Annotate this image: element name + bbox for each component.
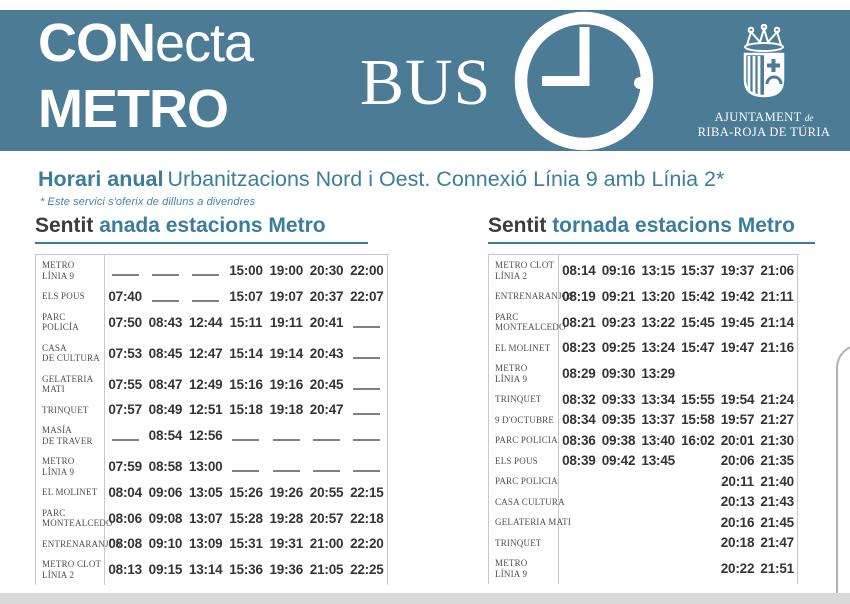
- header-band: [0, 10, 850, 151]
- time-cell: 21:30: [760, 432, 794, 448]
- table-row: [35, 255, 389, 286]
- no-service-line: [353, 413, 380, 415]
- time-cell: 13:40: [641, 432, 675, 448]
- time-cell: 13:24: [641, 340, 675, 356]
- time-cell: 13:00: [188, 459, 223, 474]
- no-service-line: [353, 326, 380, 328]
- station-name: ENTRENARANJOS: [36, 534, 105, 555]
- time-cell: 08:13: [108, 562, 142, 577]
- time-cell: 21:16: [760, 340, 794, 356]
- times-row: [105, 369, 388, 400]
- time-cell: 15:26: [229, 484, 263, 500]
- time-cell: 12:47: [188, 345, 223, 361]
- time-cell: 20:30: [309, 263, 344, 278]
- empty-time-cell: [186, 265, 226, 276]
- empty-time-cell: [347, 404, 387, 415]
- time-cell: 19:00: [269, 263, 304, 278]
- empty-time-cell: [306, 461, 346, 472]
- times-row: [559, 286, 798, 307]
- station-name: METRO CLOT LÍNIA 2: [489, 255, 559, 286]
- time-cell: 09:21: [601, 288, 636, 304]
- empty-time-cell: [266, 461, 306, 472]
- heading-prefix: Sentit: [488, 214, 547, 237]
- time-cell: 15:31: [229, 536, 263, 552]
- table-row: [488, 338, 799, 359]
- time-cell: 19:31: [269, 536, 304, 552]
- bottom-band: [0, 593, 850, 604]
- footnote: * Este servici s'oferix de dilluns a divendres: [40, 196, 256, 208]
- no-service-line: [273, 439, 300, 441]
- time-cell: 09:10: [148, 536, 183, 552]
- time-cell: 09:42: [601, 453, 636, 469]
- times-row: [559, 358, 798, 389]
- station-name: TRINQUET: [489, 389, 559, 410]
- times-row: [559, 255, 798, 286]
- times-row: [105, 554, 388, 585]
- time-cell: 20:55: [309, 484, 344, 500]
- table-row: [488, 512, 799, 533]
- page-title: [38, 166, 724, 192]
- time-cell: 20:11: [721, 473, 754, 489]
- table-row: [35, 420, 389, 451]
- station-name: METRO LÍNIA 9: [489, 553, 559, 584]
- time-cell: 08:04: [108, 484, 142, 500]
- time-cell: 08:49: [148, 402, 183, 418]
- no-service-line: [273, 470, 300, 472]
- time-cell: 15:28: [229, 510, 263, 526]
- no-service-line: [353, 388, 380, 390]
- table-row: [488, 553, 799, 584]
- time-cell: 20:18: [720, 535, 755, 551]
- time-cell: 13:29: [641, 366, 675, 381]
- table-row: [35, 451, 389, 482]
- time-cell: 15:16: [229, 376, 263, 392]
- times-row: [559, 307, 798, 338]
- time-cell: 13:05: [188, 484, 223, 500]
- time-cell: 13:15: [641, 263, 675, 278]
- brand-con: CON: [38, 13, 155, 73]
- station-name: ELS POUS: [36, 286, 105, 307]
- time-cell: 08:32: [562, 391, 596, 407]
- table-row: [35, 482, 389, 503]
- times-row: [559, 512, 798, 533]
- station-name: METRO LÍNIA 9: [36, 451, 105, 482]
- time-cell: 21:35: [760, 453, 794, 469]
- time-cell: 15:18: [229, 402, 263, 418]
- time-cell: 08:19: [562, 288, 596, 304]
- time-cell: 22:07: [350, 288, 384, 304]
- station-name: CASA DE CULTURA: [36, 338, 105, 369]
- time-cell: 15:42: [681, 288, 715, 304]
- time-cell: 20:22: [720, 561, 755, 576]
- time-cell: 19:14: [269, 345, 304, 361]
- time-cell: 21:43: [760, 494, 794, 510]
- table-row: [488, 307, 799, 338]
- times-row: [105, 534, 388, 555]
- times-row: [105, 451, 388, 482]
- clock-icon: [508, 10, 658, 151]
- time-cell: 12:49: [188, 376, 223, 392]
- time-cell: 07:53: [108, 345, 142, 361]
- time-cell: 15:45: [681, 314, 715, 330]
- time-cell: 20:13: [720, 494, 755, 510]
- empty-time-cell: [145, 291, 185, 302]
- time-cell: 15:14: [229, 345, 263, 361]
- no-service-line: [353, 357, 380, 359]
- time-cell: 15:55: [681, 391, 715, 407]
- time-cell: 08:43: [148, 314, 183, 330]
- times-row: [559, 451, 798, 472]
- brand-ecta: ecta: [155, 13, 254, 73]
- table-row: [488, 286, 799, 307]
- no-service-line: [232, 439, 259, 441]
- table-row: [35, 503, 389, 534]
- times-row: [559, 389, 798, 410]
- timetable-tornada: [488, 254, 799, 584]
- time-cell: 15:07: [229, 288, 263, 304]
- table-row: [488, 358, 799, 389]
- no-service-line: [152, 300, 179, 302]
- time-cell: 22:00: [350, 263, 384, 278]
- time-cell: 08:06: [108, 510, 142, 526]
- time-cell: 07:59: [108, 459, 142, 474]
- table-row: [488, 451, 799, 472]
- time-cell: 09:06: [148, 484, 183, 500]
- no-service-line: [313, 470, 340, 472]
- station-name: ELS POUS: [489, 451, 559, 472]
- no-service-line: [152, 274, 179, 276]
- times-row: [559, 553, 798, 584]
- station-name: METRO LÍNIA 9: [489, 358, 559, 389]
- station-name: PARC MONTEALCEDO: [489, 307, 559, 338]
- municipality-ajuntament: AJUNTAMENT: [714, 110, 802, 124]
- no-service-line: [192, 274, 219, 276]
- heading-highlight: anada estacions Metro: [99, 214, 326, 237]
- time-cell: 09:15: [148, 562, 183, 577]
- empty-time-cell: [306, 430, 346, 441]
- time-cell: 19:36: [269, 562, 304, 577]
- time-cell: 21:00: [309, 536, 344, 552]
- station-name: ENTRENARANJOS: [489, 286, 559, 307]
- table-row: [35, 286, 389, 307]
- time-cell: 13:34: [641, 391, 675, 407]
- time-cell: 20:47: [309, 402, 344, 418]
- municipality-name: [688, 110, 840, 139]
- time-cell: 19:07: [269, 288, 304, 304]
- heading-prefix: Sentit: [35, 214, 94, 237]
- time-cell: 09:35: [601, 412, 636, 428]
- time-cell: 20:06: [720, 453, 755, 469]
- times-row: [105, 255, 388, 286]
- time-cell: 13:45: [641, 453, 675, 469]
- time-cell: 08:14: [562, 263, 596, 278]
- times-row: [105, 420, 388, 451]
- times-row: [105, 482, 388, 503]
- time-cell: 08:36: [562, 432, 596, 448]
- empty-time-cell: [105, 265, 145, 276]
- no-service-line: [112, 274, 139, 276]
- time-cell: 21:40: [760, 473, 794, 489]
- time-cell: 15:58: [681, 412, 715, 428]
- time-cell: 09:33: [601, 391, 636, 407]
- time-cell: 08:47: [148, 376, 183, 392]
- heading-highlight: tornada estacions Metro: [552, 214, 795, 237]
- station-name: GELATERIA MATI: [36, 369, 105, 400]
- table-row: [488, 533, 799, 554]
- time-cell: 20:16: [720, 514, 755, 530]
- time-cell: 08:23: [562, 340, 596, 356]
- municipality-line1: [688, 110, 840, 125]
- station-name: PARC POLICÍA: [36, 307, 105, 338]
- time-cell: 08:34: [562, 412, 596, 428]
- time-cell: 19:57: [720, 412, 755, 428]
- time-cell: 20:57: [309, 510, 344, 526]
- time-cell: 13:09: [188, 536, 223, 552]
- empty-time-cell: [347, 379, 387, 390]
- station-name: PARC POLICIA: [489, 471, 559, 492]
- time-cell: 19:37: [720, 263, 755, 278]
- time-cell: 09:38: [601, 432, 636, 448]
- time-cell: 08:21: [562, 314, 596, 330]
- time-cell: 08:08: [108, 536, 142, 552]
- riba-roja-coat-of-arms-icon: [736, 24, 792, 104]
- time-cell: 21:47: [760, 535, 794, 551]
- empty-time-cell: [226, 430, 266, 441]
- empty-time-cell: [105, 430, 145, 441]
- table-row: [35, 307, 389, 338]
- time-cell: 20:41: [309, 314, 344, 330]
- time-cell: 12:44: [188, 314, 223, 330]
- station-name: TRINQUET: [489, 533, 559, 554]
- no-service-line: [353, 439, 380, 441]
- times-row: [559, 492, 798, 513]
- empty-time-cell: [266, 430, 306, 441]
- time-cell: 08:54: [148, 428, 183, 443]
- municipality-de: de: [804, 113, 814, 123]
- times-row: [559, 430, 798, 451]
- time-cell: 07:57: [108, 402, 142, 418]
- station-name: 9 D'OCTUBRE: [489, 410, 559, 431]
- time-cell: 22:15: [350, 484, 384, 500]
- time-cell: 21:45: [760, 514, 794, 530]
- time-cell: 21:11: [760, 288, 794, 304]
- time-cell: 08:45: [148, 345, 183, 361]
- table-row: [35, 554, 389, 585]
- bus-label: BUS: [360, 46, 492, 119]
- times-row: [105, 338, 388, 369]
- time-cell: 09:30: [601, 366, 636, 381]
- times-row: [105, 503, 388, 534]
- station-name: EL MOLINET: [36, 482, 105, 503]
- table-row: [488, 430, 799, 451]
- time-cell: 09:25: [601, 340, 636, 356]
- time-cell: 13:07: [188, 510, 223, 526]
- time-cell: 15:47: [681, 340, 715, 356]
- time-cell: 13:14: [188, 562, 223, 577]
- times-row: [105, 286, 388, 307]
- table-row: [35, 338, 389, 369]
- brand-line-conecta: [38, 10, 253, 76]
- station-name: GELATERIA MATI: [489, 512, 559, 533]
- empty-time-cell: [226, 461, 266, 472]
- time-cell: 08:58: [148, 459, 183, 474]
- no-service-line: [192, 300, 219, 302]
- time-cell: 08:29: [562, 366, 596, 381]
- times-row: [105, 400, 388, 421]
- table-row: [35, 534, 389, 555]
- timetable-anada: [35, 254, 389, 585]
- time-cell: 19:16: [269, 376, 304, 392]
- empty-time-cell: [347, 317, 387, 328]
- time-cell: 09:08: [148, 510, 183, 526]
- times-row: [559, 533, 798, 554]
- section-anada: [35, 214, 389, 585]
- no-service-line: [313, 439, 340, 441]
- times-row: [559, 338, 798, 359]
- time-cell: 21:14: [760, 314, 794, 330]
- empty-time-cell: [347, 348, 387, 359]
- time-cell: 19:26: [269, 484, 304, 500]
- table-row: [35, 400, 389, 421]
- time-cell: 19:28: [269, 510, 304, 526]
- station-name: EL MOLINET: [489, 338, 559, 359]
- time-cell: 19:11: [269, 314, 303, 330]
- table-row: [488, 389, 799, 410]
- station-name: MASÍA DE TRAVER: [36, 420, 105, 451]
- table-row: [488, 255, 799, 286]
- station-name: PARC MONTEALCEDO: [36, 503, 105, 534]
- empty-time-cell: [347, 461, 387, 472]
- table-row: [488, 471, 799, 492]
- table-row: [488, 492, 799, 513]
- time-cell: 13:37: [641, 412, 675, 428]
- timetable-sections: [35, 214, 799, 585]
- time-cell: 20:01: [720, 432, 755, 448]
- time-cell: 15:11: [229, 314, 263, 330]
- time-cell: 07:40: [108, 288, 142, 304]
- station-name: METRO LÍNIA 9: [36, 255, 105, 286]
- time-cell: 20:43: [309, 345, 344, 361]
- no-service-line: [353, 470, 380, 472]
- time-cell: 21:05: [309, 562, 344, 577]
- section-heading-tornada: [488, 214, 815, 244]
- time-cell: 09:23: [601, 314, 636, 330]
- time-cell: 09:16: [601, 263, 636, 278]
- time-cell: 21:27: [760, 412, 794, 428]
- time-cell: 20:37: [309, 288, 344, 304]
- table-row: [488, 410, 799, 431]
- time-cell: 07:55: [108, 376, 142, 392]
- section-tornada: [488, 214, 799, 585]
- time-cell: 08:39: [562, 453, 596, 469]
- time-cell: 15:00: [229, 263, 263, 278]
- times-row: [559, 471, 798, 492]
- page-title-rest: Urbanitzacions Nord i Oest. Connexió Línia 9 amb Línia 2*: [167, 167, 725, 191]
- brand-logo: [38, 10, 253, 142]
- time-cell: 12:56: [188, 428, 223, 443]
- empty-time-cell: [145, 265, 185, 276]
- no-service-line: [232, 470, 259, 472]
- time-cell: 21:51: [760, 561, 794, 576]
- times-row: [105, 307, 388, 338]
- time-cell: 07:50: [108, 314, 142, 330]
- time-cell: 19:47: [720, 340, 755, 356]
- time-cell: 22:18: [350, 510, 384, 526]
- station-name: TRINQUET: [36, 400, 105, 421]
- empty-time-cell: [347, 430, 387, 441]
- brand-line-metro: METRO: [38, 79, 228, 139]
- station-name: METRO CLOT LÍNIA 2: [36, 554, 105, 585]
- section-heading-anada: [35, 214, 368, 244]
- time-cell: 21:24: [760, 391, 794, 407]
- time-cell: 15:36: [229, 562, 263, 577]
- time-cell: 15:37: [681, 263, 715, 278]
- time-cell: 21:06: [760, 263, 794, 278]
- municipality-line2: RIBA-ROJA DE TÚRIA: [697, 125, 831, 139]
- time-cell: 20:45: [309, 376, 344, 392]
- station-name: PARC POLICIA: [489, 430, 559, 451]
- table-row: [35, 369, 389, 400]
- time-cell: 16:02: [681, 432, 715, 448]
- times-row: [559, 410, 798, 431]
- time-cell: 12:51: [188, 402, 223, 418]
- time-cell: 19:54: [720, 391, 755, 407]
- empty-time-cell: [186, 291, 226, 302]
- no-service-line: [112, 439, 139, 441]
- time-cell: 13:20: [641, 288, 675, 304]
- time-cell: 19:18: [269, 402, 304, 418]
- time-cell: 19:45: [720, 314, 755, 330]
- station-name: CASA CULTURA: [489, 492, 559, 513]
- time-cell: 13:22: [641, 314, 675, 330]
- time-cell: 22:25: [350, 562, 384, 577]
- time-cell: 19:42: [720, 288, 755, 304]
- page-title-bold: Horari anual: [38, 167, 164, 191]
- corner-frame: [836, 344, 850, 604]
- time-cell: 22:20: [350, 536, 384, 552]
